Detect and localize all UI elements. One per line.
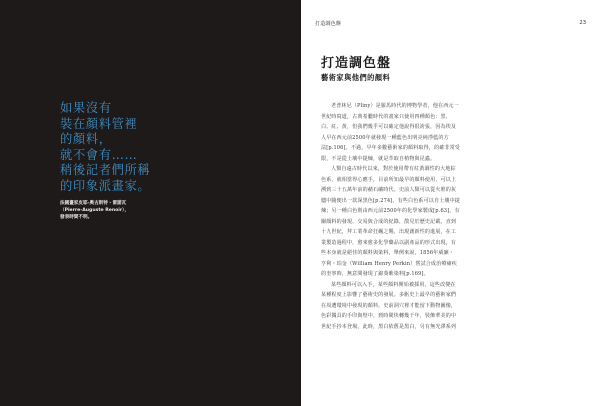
page-number: 23 (579, 20, 586, 26)
pull-quote (60, 101, 280, 194)
body-line: 人早在西元前2500年就發現一種藍色出明亮純淨藍的方 (321, 134, 449, 141)
body-line: 限，不是從土壤中提煉，就是萃取自植物與昆蟲。 (321, 155, 436, 162)
body-line: 老普林尼（Pliny）是羅馬時代的博物學者，他在西元一 (331, 103, 459, 109)
quote-line: 稍後記者們所稱 (60, 163, 151, 177)
body-line: 白、紅、黃，但我們幾乎可以確定他說得很誇張，因為埃及 (321, 124, 457, 130)
body-line: 關顏料的發現、交易與合成的紀錄，散見於歷史記載，直到 (321, 218, 457, 225)
quote-line: 的印象派畫家。 (60, 178, 151, 193)
body-line: 人類自遠古時代以來，對於使用帶有紅黃調性的大地棕 (331, 166, 456, 172)
body-line: 色彩獨具的手印與壁中，到時間快轉幾千年，裝飾華美的中 (321, 313, 457, 319)
chapter-title: 打造調色盤 (321, 56, 392, 71)
body-line: 十九世紀，拜工業革命狂飆之賜，出現創新性的進展，在工 (321, 229, 457, 235)
quote-line: 如果沒有 (60, 101, 112, 115)
body-line: 些本身就是絕佳的顏料與染料，舉例來說，1856年威廉・ (321, 250, 454, 256)
body-line: 的奎寧時，無意間發現了錦葵紫染料[p.169]。 (321, 271, 429, 277)
quote-line: 的顏料， (60, 132, 112, 146)
body-line: 法[p.106]。不過，早年多數藝術家的顏料取得，的確非常受 (321, 145, 460, 151)
running-head: 打造調色盤 (315, 21, 341, 27)
right-page (301, 0, 600, 406)
body-line: 某種程度上影響了藝術史的發展。多虧史上最早的藝術家們 (321, 292, 457, 298)
quote-attribution (60, 200, 220, 221)
body-line: 煉；另一種白色則由西元前2500年的化學家製成[p.63]，有 (321, 208, 460, 214)
quote-line: 就不會有…… (60, 147, 138, 162)
attribution-line: 法國畫家皮耶-奧古斯特・雷諾瓦 (60, 201, 127, 206)
quote-line: 裝在顏料管裡 (60, 116, 138, 131)
chapter-subtitle: 藝術家與他們的顏料 (321, 73, 391, 82)
body-line: 世紀時寫道，古典希臘時代的畫家只使用四種顏色：黑、 (321, 113, 451, 120)
attribution-line: 發表時間不明。 (60, 215, 93, 220)
body-line: 燼中隨便出一款深黑色[p.274]，有些白色系可以自土壤中提 (321, 197, 460, 204)
body-line: 在周遭環境中發現的顏料，史前洞穴裡才能留下動物圖像， (321, 302, 457, 309)
body-line: 某些顏料可以入手，某些顏料開始被採用，這些改變在 (331, 281, 456, 288)
attribution-line: （Pierre-Auguste Renoir）， (60, 208, 130, 213)
body-line: 業製造過程中，愈來愈多化學藥品以副產品的形式出現，有 (321, 239, 457, 246)
body-line: 色系，就相當得心應手，目前所知最早的顏料使用，可以上 (321, 176, 457, 183)
body-text (321, 101, 593, 332)
body-line: 世紀手抄本登場，此時，黑白依舊是黑白，另有無光澤系列 (321, 323, 457, 330)
body-line: 溯到三十五萬年前的赭石礦時代。史前人類可以從火堆的灰 (321, 187, 457, 193)
body-line: 亨利・珀金（William Henry Perkin）嘗試合成治療瘧疾 (321, 260, 457, 267)
